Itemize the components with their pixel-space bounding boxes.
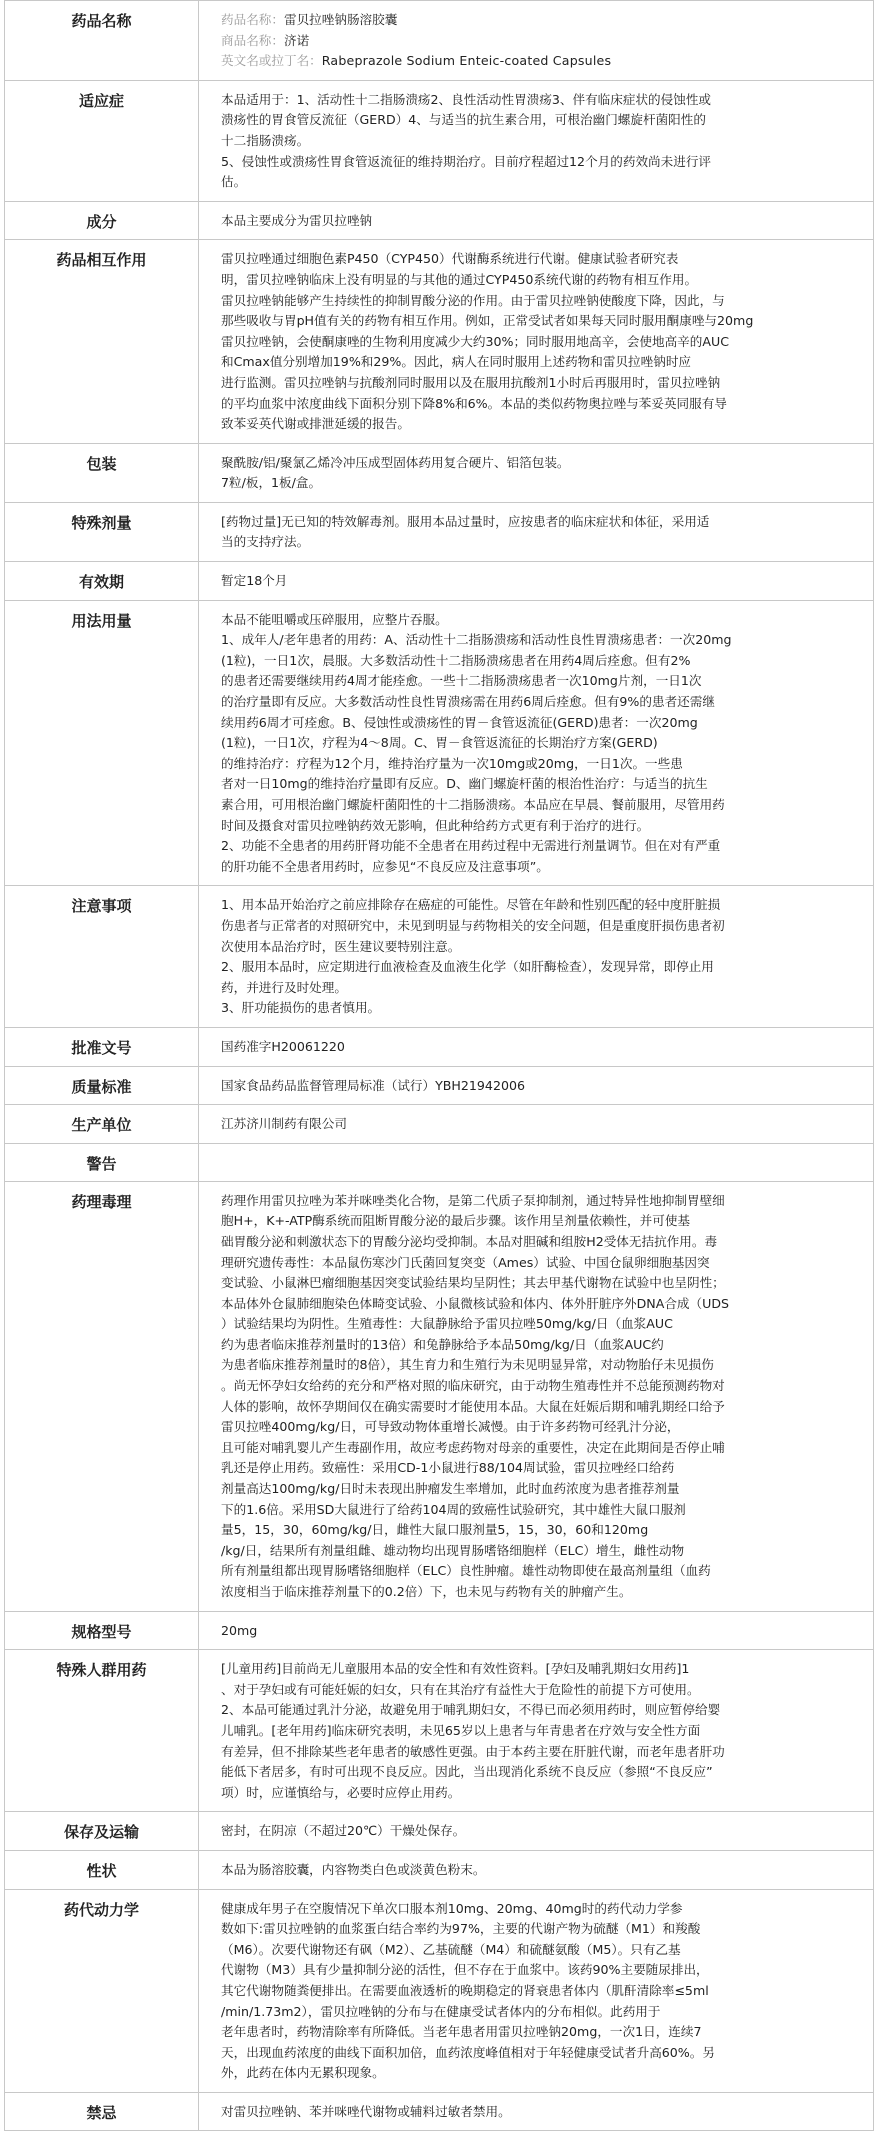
field-value	[199, 240, 874, 443]
field-label: 特殊剂量	[5, 502, 199, 561]
paragraph: 国药准字H20061220	[221, 1038, 345, 1054]
field-value	[199, 1889, 874, 2092]
field-label: 成分	[5, 201, 199, 240]
field-label: 规格型号	[5, 1611, 199, 1650]
row-special-population	[5, 1650, 874, 1812]
field-value	[199, 1027, 874, 1066]
name-key: 商品名称：	[221, 32, 284, 48]
field-value	[199, 1611, 874, 1650]
row-manufacturer	[5, 1105, 874, 1144]
row-ingredients	[5, 201, 874, 240]
paragraph: 本品为肠溶胶囊，内容物类白色或淡黄色粉末。	[221, 1861, 486, 1877]
field-value	[199, 886, 874, 1028]
row-special-dose	[5, 502, 874, 561]
paragraph: 健康成年男子在空腹情况下单次口服本剂10mg、20mg、40mg时的药代动力学参 数如下:雷贝拉唑钠的血浆蛋白结合率约为97%，主要的代谢产物为硫醚（M1）和羧酸 （M6）。次要代谢物还有砜（M2）、乙基硫醚（M4）和硫醚氨酸（M5）。只有乙基 代谢物（M3）具有少量抑制分泌的活性，但不存在于血浆中。该药90%主要随尿排出， 其它代谢物随粪便排出。在需要血液透析的晚期稳定的肾衰患者体内（肌酐清除率≤5ml /min/1.73m2），雷贝拉唑钠的分布与在健康受试者体内的分布相似。此药用于 老年患者时，药物清除率有所降低。当老年患者用雷贝拉唑钠20mg，一次1日，连续7 天，出现血药浓度的曲线下面积加倍，血药浓度峰值相对于年轻健康受试者升高60%。另 外，此药在体内无累积现象。	[221, 1900, 715, 2081]
field-label: 批准文号	[5, 1027, 199, 1066]
paragraph: 本品不能咀嚼或压碎服用，应整片吞服。 1、成年人/老年患者的用药：A、活动性十二指肠溃疡和活动性良性胃溃疡患者：一次20mg (1粒)，一日1次，晨服。大多数活动性十二指肠溃疡患者在用药4周后痊愈。但有2% 的患者还需要继续用药4周才能痊愈。一些十二指肠溃疡患者一次10mg片剂，一日1次 的治疗量即有反应。大多数活动性良性胃溃疡需在用药6周后痊愈。但有9%的患者还需继 续用药6周才可痊愈。B、侵蚀性或溃疡性的胃－食管返流征(GERD)患者：一次20mg (1粒)，一日1次，疗程为4～8周。C、胃－食管返流征的长期治疗方案(GERD) 的维持治疗：疗程为12个月，维持治疗量为一次10mg或20mg，一日1次。一些患 者对一日10mg的维持治疗量即有反应。D、幽门螺旋杆菌的根治性治疗：与适当的抗生 素合用，可用根治幽门螺旋杆菌阳性的十二指肠溃疡。本品应在早晨、餐前服用，尽管用药 时间及摄食对雷贝拉唑钠药效无影响，但此种给药方式更有利于治疗的进行。 2、功能不全患者的用药肝肾功能不全患者在用药过程中无需进行剂量调节。但在对有严重 的肝功能不全患者用药时，应参见“不良反应及注意事项”。	[221, 611, 732, 874]
field-value	[199, 1143, 874, 1181]
field-label: 用法用量	[5, 600, 199, 886]
name-key: 英文名或拉丁名：	[221, 53, 322, 69]
row-precautions	[5, 886, 874, 1028]
row-warning	[5, 1143, 874, 1181]
row-interactions	[5, 240, 874, 443]
field-label: 包装	[5, 443, 199, 502]
row-storage	[5, 1812, 874, 1851]
field-value	[199, 2092, 874, 2131]
row-spec	[5, 1611, 874, 1650]
row-pharmacokinetics	[5, 1889, 874, 2092]
name-value: 雷贝拉唑钠肠溶胶囊	[283, 12, 398, 27]
row-approval-no	[5, 1027, 874, 1066]
paragraph: 1、用本品开始治疗之前应排除存在癌症的可能性。尽管在年龄和性别匹配的轻中度肝脏损 伤患者与正常者的对照研究中，未见到明显与药物相关的安全问题，但是重度肝损伤患者初 次使用本品治疗时，医生建议要特别注意。 2、服用本品时，应定期进行血液检查及血液生化学（如肝酶检查），发现异常，即停止用 药，并进行及时处理。 3、肝功能损伤的患者慎用。	[221, 897, 725, 1016]
field-value	[199, 1105, 874, 1144]
paragraph: 暂定18个月	[221, 573, 288, 589]
row-pharmacology	[5, 1181, 874, 1611]
paragraph	[221, 1153, 861, 1173]
field-label: 质量标准	[5, 1066, 199, 1105]
paragraph: 20mg	[221, 1622, 258, 1638]
field-label: 药理毒理	[5, 1181, 199, 1611]
paragraph: 国家食品药品监督管理局标准（试行）YBH21942006	[221, 1077, 525, 1093]
paragraph: 聚酰胺/铝/聚氯乙烯冷冲压成型固体药用复合硬片、铝箔包装。 7粒/板，1板/盒。	[221, 454, 570, 491]
name-line	[221, 10, 861, 31]
paragraph: 5、侵蚀性或溃疡性胃食管返流征的维持期治疗。目前疗程超过12个月的药效尚未进行评 估。	[221, 153, 712, 190]
field-label: 适应症	[5, 80, 199, 201]
name-key: 药品名称：	[221, 12, 284, 27]
field-label: 药品名称	[5, 1, 199, 81]
name-value: 济诺	[283, 32, 310, 48]
field-value	[199, 1650, 874, 1812]
field-label: 警告	[5, 1143, 199, 1181]
field-value	[199, 562, 874, 601]
field-value	[199, 1066, 874, 1105]
name-line	[221, 51, 861, 72]
paragraph: 对雷贝拉唑钠、苯并咪唑代谢物或辅料过敏者禁用。	[221, 2103, 511, 2119]
field-label: 药代动力学	[5, 1889, 199, 2092]
field-label: 禁忌	[5, 2092, 199, 2131]
field-label: 有效期	[5, 562, 199, 601]
paragraph: 本品主要成分为雷贝拉唑钠	[221, 212, 373, 228]
field-value	[199, 443, 874, 502]
row-appearance	[5, 1850, 874, 1889]
field-value	[199, 1850, 874, 1889]
paragraph: 密封，在阴凉（不超过20℃）干燥处保存。	[221, 1823, 466, 1839]
field-value	[199, 1812, 874, 1851]
row-name	[5, 1, 874, 81]
name-value: Rabeprazole Sodium Enteic-coated Capsules	[321, 53, 612, 69]
name-line	[221, 31, 861, 52]
field-value	[199, 502, 874, 561]
field-value	[199, 1, 874, 81]
field-value	[199, 80, 874, 201]
field-label: 药品相互作用	[5, 240, 199, 443]
field-label: 性状	[5, 1850, 199, 1889]
row-validity	[5, 562, 874, 601]
paragraph: 本品适用于：1、活动性十二指肠溃疡2、良性活动性胃溃疡3、伴有临床症状的侵蚀性或 溃疡性的胃食管反流征（GERD）4、与适当的抗生素合用，可根治幽门螺旋杆菌阳性的 十二指肠溃疡。	[221, 91, 712, 148]
paragraph: 药理作用雷贝拉唑为苯并咪唑类化合物，是第二代质子泵抑制剂，通过特异性地抑制胃壁细 胞H+，K+-ATP酶系统而阻断胃酸分泌的最后步骤。该作用呈剂量依赖性，并可使基 础胃酸分泌和刺激状态下的胃酸分泌均受抑制。本品对胆碱和组胺H2受体无拮抗作用。毒 理研究遗传毒性：本品鼠伤寒沙门氏菌回复突变（Ames）试验、中国仓鼠卵细胞基因突 变试验、小鼠淋巴瘤细胞基因突变试验结果均呈阴性；其去甲基代谢物在试验中也呈阴性； 本品体外仓鼠肺细胞染色体畸变试验、小鼠微核试验和体内、体外肝脏序外DNA合成（UDS ）试验结果均为阴性。生殖毒性：大鼠静脉给予雷贝拉唑50mg/kg/日（血浆AUC 约为患者临床推荐剂量时的13倍）和兔静脉给予本品50mg/kg/日（血浆AUC约 为患者临床推荐剂量时的8倍），其生育力和生殖行为未见明显异常，对动物胎仔未见损伤 。尚无怀孕妇女给药的充分和严格对照的临床研究，由于动物生殖毒性并不总能预测药物对 人体的影响，故怀孕期间仅在确实需要时才能使用本品。大鼠在妊娠后期和哺乳期经口给予 雷贝拉唑400mg/kg/日，可导致动物体重增长减慢。由于许多药物可经乳汁分泌， 且可能对哺乳婴儿产生毒副作用，故应考虑药物对母亲的重要性，决定在此期间是否停止哺 乳还是停止用药。致癌性：采用CD-1小鼠进行88/104周试验，雷贝拉唑经口给药 剂量高达100mg/kg/日时未表现出肿瘤发生率增加，此时血药浓度为患者推荐剂量 下的1.6倍。采用SD大鼠进行了给药104周的致癌性试验研究，其中雄性大鼠口服剂 量5，15，30，60mg/kg/日，雌性大鼠口服剂量5，15，30，60和120mg /kg/日，结果所有剂量组雌、雄动物均出现胃肠嗜铬细胞样（ELC）增生，雌性动物 所有剂量组都出现胃肠嗜铬细胞样（ELC）良性肿瘤。雄性动物即使在最高剂量组（血药 浓度相当于临床推荐剂量下的0.2倍）下，也未见与药物有关的肿瘤产生。	[221, 1192, 730, 1599]
field-value	[199, 600, 874, 886]
row-quality-standard	[5, 1066, 874, 1105]
paragraph: [儿童用药]目前尚无儿童服用本品的安全性和有效性资料。[孕妇及哺乳期妇女用药]1 、对于孕妇或有可能妊娠的妇女，只有在其治疗有益性大于危险性的前提下方可使用。 2、本品可能通过乳汁分泌，故避免用于哺乳期妇女，不得已而必须用药时，则应暂停给婴 儿哺乳。[老年用药]临床研究表明，未见65岁以上患者与年青患者在疗效与安全性方面 有差异，但不排除某些老年患者的敏感性更强。由于本药主要在肝脏代谢，而老年患者肝功 能低下者居多，有时可出现不良反应。因此，当出现消化系统不良反应（参照“不良反应” 项）时，应谨慎给与，必要时应停止用药。	[221, 1661, 725, 1800]
paragraph: 江苏济川制药有限公司	[221, 1116, 347, 1132]
field-label: 注意事项	[5, 886, 199, 1028]
field-label: 特殊人群用药	[5, 1650, 199, 1812]
paragraph: [药物过量]无已知的特效解毒剂。服用本品过量时，应按患者的临床症状和体征，采用适 当的支持疗法。	[221, 513, 710, 550]
row-dosage	[5, 600, 874, 886]
paragraph: 雷贝拉唑通过细胞色素P450（CYP450）代谢酶系统进行代谢。健康试验者研究表 明，雷贝拉唑钠临床上没有明显的与其他的通过CYP450系统代谢的药物有相互作用。 雷贝拉唑钠能够产生持续性的抑制胃酸分泌的作用。由于雷贝拉唑钠使酸度下降，因此，与 那些吸收与胃pH值有关的药物有相互作用。例如，正常受试者如果每天同时服用酮康唑与20mg 雷贝拉唑钠，会使酮康唑的生物利用度减少大约30%；同时服用地高辛，会使地高辛的AUC 和Cmax值分别增加19%和29%。因此，病人在同时服用上述药物和雷贝拉唑钠时应 进行监测。雷贝拉唑钠与抗酸剂同时服用以及在服用抗酸剂1小时后再服用时，雷贝拉唑钠 的平均血浆中浓度曲线下面积分别下降8%和6%。本品的类似药物奥拉唑与苯妥英同服有导 致苯妥英代谢或排泄延缓的报告。	[221, 251, 754, 432]
field-value	[199, 201, 874, 240]
field-label: 生产单位	[5, 1105, 199, 1144]
field-value	[199, 1181, 874, 1611]
row-indications	[5, 80, 874, 201]
drug-info-table	[4, 0, 874, 2131]
field-label: 保存及运输	[5, 1812, 199, 1851]
row-packaging	[5, 443, 874, 502]
row-contraindications	[5, 2092, 874, 2131]
